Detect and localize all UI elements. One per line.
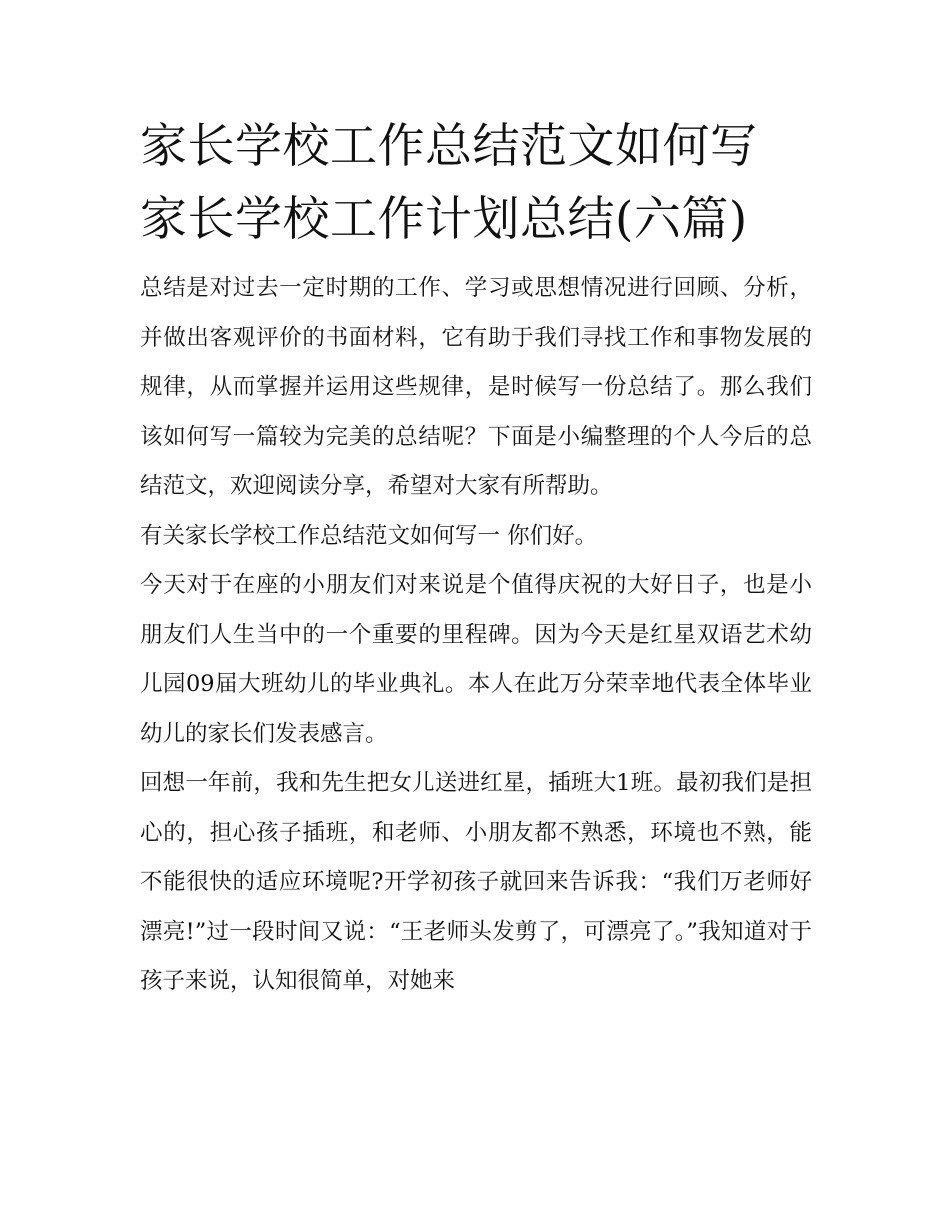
intro-paragraph: 总结是对过去一定时期的工作、学习或思想情况进行回顾、分析，并做出客观评价的书面材料，它有助于我们寻找工作和事物发展的规律，从而掌握并运用这些规律，是时候写一份总结了。那么我们该如何写一篇较为完美的总结呢？下面是小编整理的个人今后的总结范文，欢迎阅读分享，希望对大家有所帮助。 bbox=[140, 275, 812, 499]
title-line-1: 家长学校工作总结范文如何写 bbox=[140, 119, 758, 174]
document-title bbox=[140, 110, 812, 256]
body-paragraph-1: 今天对于在座的小朋友们对来说是个值得庆祝的大好日子，也是小朋友们人生当中的一个重要的里程碑。因为今天是红星双语艺术幼儿园09届大班幼儿的毕业典礼。本人在此万分荣幸地代表全体毕业幼儿的家长们发表感言。 bbox=[140, 572, 812, 747]
body-paragraph-2: 回想一年前，我和先生把女儿送进红星，插班大1班。最初我们是担心的，担心孩子插班，和老师、小朋友都不熟悉，环境也不熟，能不能很快的适应环境呢?开学初孩子就回来告诉我：“我们万老师好漂亮!”过一段时间又说：“王老师头发剪了，可漂亮了。”我知道对于孩子来说，认知很简单，对她来 bbox=[140, 770, 812, 994]
section-heading-paragraph: 有关家长学校工作总结范文如何写一 你们好。 bbox=[140, 522, 598, 549]
title-line-2: 家长学校工作计划总结(六篇) bbox=[140, 192, 748, 247]
document-content bbox=[140, 110, 812, 1007]
